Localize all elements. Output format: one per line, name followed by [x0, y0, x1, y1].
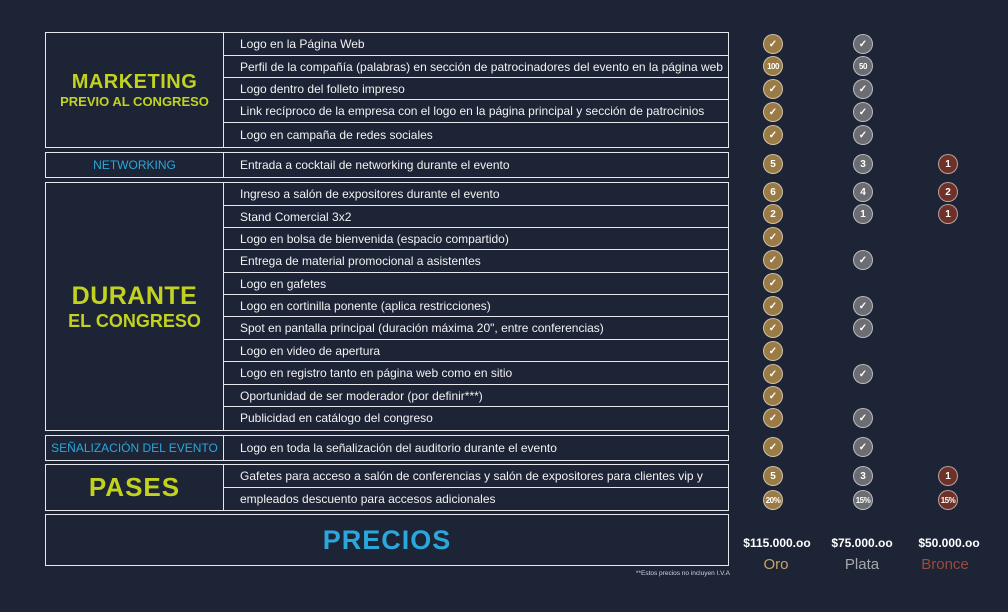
durante-label [46, 183, 224, 430]
check-icon: ✓ [763, 408, 783, 428]
table-row: Logo en video de apertura [223, 340, 728, 362]
senalizacion-label [46, 436, 224, 460]
check-icon: ✓ [763, 341, 783, 361]
check-icon: ✓ [763, 296, 783, 316]
table-row: Spot en pantalla principal (duración máxima 20", entre conferencias) [223, 317, 728, 340]
tier-plata: Plata [844, 556, 880, 573]
check-icon: ✓ [763, 437, 783, 457]
marketing-section [45, 32, 729, 148]
check-icon: ✓ [763, 250, 783, 270]
oro-badge: 5 [763, 466, 783, 486]
networking-title: NETWORKING [93, 158, 176, 172]
tier-oro: Oro [763, 556, 789, 573]
check-icon: ✓ [763, 227, 783, 247]
tier-bronce: Bronce [921, 556, 969, 573]
table-row: Ingreso a salón de expositores durante el evento [223, 183, 728, 206]
table-row: Publicidad en catálogo del congreso [240, 411, 433, 425]
table-row: Logo en gafetes [223, 273, 728, 295]
price-plata: $75.000.oo [831, 536, 893, 550]
check-icon: ✓ [763, 102, 783, 122]
plata-badge: 15% [853, 490, 873, 510]
table-row: Logo en registro tanto en página web como en sitio [223, 362, 728, 385]
table-row: Logo en bolsa de bienvenida (espacio compartido) [223, 228, 728, 250]
bronce-badge: 15% [938, 490, 958, 510]
table-row: Link recíproco de la empresa con el logo en la página principal y sección de patrocinios [223, 100, 728, 123]
plata-badge: 50 [853, 56, 873, 76]
check-icon: ✓ [853, 34, 873, 54]
check-icon: ✓ [853, 408, 873, 428]
oro-badge: 20% [763, 490, 783, 510]
networking-section [45, 152, 729, 178]
check-icon: ✓ [853, 79, 873, 99]
check-icon: ✓ [853, 437, 873, 457]
pases-title: PASES [88, 472, 181, 502]
oro-badge: 100 [763, 56, 783, 76]
durante-section [45, 182, 729, 431]
price-bronce: $50.000.oo [918, 536, 980, 550]
check-icon: ✓ [763, 125, 783, 145]
bronce-badge: 1 [938, 154, 958, 174]
check-icon: ✓ [853, 125, 873, 145]
marketing-title: MARKETING [71, 71, 198, 93]
oro-badge: 2 [763, 204, 783, 224]
table-row: Oportunidad de ser moderador (por definir***) [223, 385, 728, 407]
check-icon: ✓ [763, 318, 783, 338]
table-row: Entrada a cocktail de networking durante el evento [240, 157, 510, 172]
check-icon: ✓ [763, 364, 783, 384]
bronce-badge: 1 [938, 466, 958, 486]
marketing-label [46, 33, 224, 147]
networking-label [46, 153, 224, 177]
senalizacion-title: SEÑALIZACIÓN DEL EVENTO [51, 441, 218, 455]
durante-title: DURANTE [71, 281, 198, 310]
table-row: Logo en cortinilla ponente (aplica restricciones) [223, 295, 728, 317]
marketing-subtitle: PREVIO AL CONGRESO [60, 94, 209, 109]
table-row: Stand Comercial 3x2 [223, 206, 728, 228]
precios-title: PRECIOS [45, 514, 729, 566]
price-oro: $115.000.oo [743, 536, 811, 550]
pases-label [46, 465, 224, 510]
bronce-badge: 2 [938, 182, 958, 202]
check-icon: ✓ [853, 318, 873, 338]
check-icon: ✓ [763, 34, 783, 54]
table-row: Logo en campaña de redes sociales [240, 127, 433, 142]
check-icon: ✓ [763, 386, 783, 406]
check-icon: ✓ [853, 102, 873, 122]
check-icon: ✓ [853, 296, 873, 316]
bronce-badge: 1 [938, 204, 958, 224]
table-row: Logo dentro del folleto impreso [223, 78, 728, 100]
table-row: Gafetes para acceso a salón de conferencias y salón de expositores para clientes vip y [223, 465, 728, 488]
table-row: Logo en la Página Web [223, 33, 728, 56]
senalizacion-section [45, 435, 729, 461]
check-icon: ✓ [853, 250, 873, 270]
check-icon: ✓ [853, 364, 873, 384]
oro-badge: 6 [763, 182, 783, 202]
check-icon: ✓ [763, 273, 783, 293]
table-row: empleados descuento para accesos adicionales [240, 491, 496, 506]
plata-badge: 1 [853, 204, 873, 224]
price-note: **Estos precios no incluyen I.V.A [635, 570, 730, 577]
check-icon: ✓ [763, 79, 783, 99]
plata-badge: 3 [853, 466, 873, 486]
table-row: Logo en toda la señalización del auditorio durante el evento [240, 440, 557, 455]
plata-badge: 4 [853, 182, 873, 202]
table-row: Entrega de material promocional a asistentes [223, 250, 728, 273]
plata-badge: 3 [853, 154, 873, 174]
table-row: Perfil de la compañía (palabras) en sección de patrocinadores del evento en la página web [223, 56, 728, 78]
durante-subtitle: EL CONGRESO [68, 310, 201, 331]
pases-section [45, 464, 729, 511]
oro-badge: 5 [763, 154, 783, 174]
